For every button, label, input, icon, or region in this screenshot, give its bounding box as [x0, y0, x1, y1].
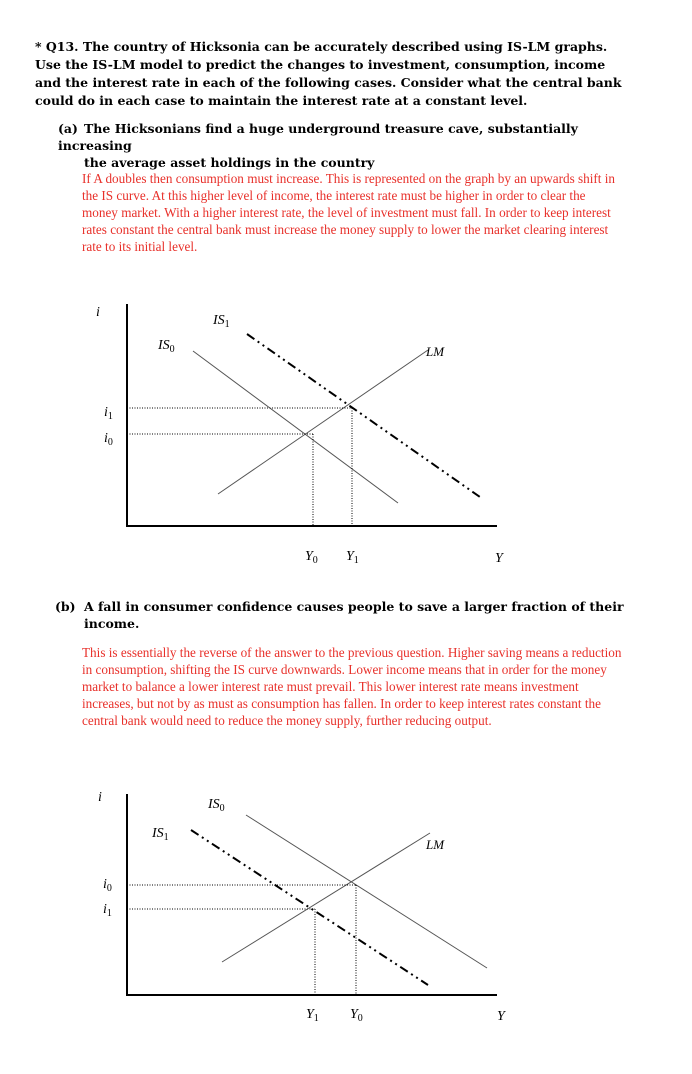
part-a-title-line2: the average asset holdings in the country	[84, 155, 375, 170]
part-b-x-axis-label: Y	[497, 1009, 505, 1024]
part-a-i0-label: $i_0$	[104, 431, 113, 448]
part-a-i1-label: $i_1$	[104, 405, 113, 422]
part-a-title	[58, 120, 628, 171]
question-text: * Q13. The country of Hicksonia can be accurately described using IS-LM graphs. Use the IS-LM model to predict the changes to investment, consumption, income and the interest rate in each of the following cases. Consider what the central bank could do in each case to maintain the interest rate at a constant level.	[35, 39, 622, 108]
part-b-answer: This is essentially the reverse of the answer to the previous question. Higher saving means a reduction in consumption, shifting the IS curve downwards. Lower income means that in order for the money market to balance a lower interest rate must prevail. This lower interest rate means investment increases, but not by as must as consumption has fallen. In order to keep interest rates constant the central bank would need to reduce the money supply, further reducing output.	[82, 645, 622, 728]
part-b-lm-label: LM	[426, 837, 445, 852]
part-a-is0-curve	[193, 351, 398, 503]
part-b-y1-label: $Y_1$	[306, 1007, 319, 1024]
part-a-label: (a)	[58, 121, 78, 136]
part-b-label: (b)	[55, 599, 76, 614]
part-b-title-line1: A fall in consumer confidence causes people to save a larger fraction of their	[84, 599, 624, 614]
part-b-i0-label: $i_0$	[103, 877, 112, 894]
part-b-lm-curve	[222, 833, 430, 962]
part-b-is0-label: $IS_0$	[208, 797, 225, 814]
part-b-y0-label: $Y_0$	[350, 1007, 363, 1024]
part-b-y-axis-label: i	[98, 790, 102, 805]
part-a-lm-label: LM	[426, 344, 445, 359]
part-b-i1-label: $i_1$	[103, 902, 112, 919]
part-b-is1-label: $IS_1$	[152, 826, 169, 843]
part-b-is0-curve	[246, 815, 487, 968]
part-a-y0-label: $Y_0$	[305, 549, 318, 566]
part-a-answer: If A doubles then consumption must increase. This is represented on the graph by an upwards shift in the IS curve. At this higher level of income, the interest rate must be higher in order to clear the money market. With a higher interest rate, the level of investment must fall. In order to keep interest rates constant the central bank must increase the money supply to lower the market clearing interest rate to its initial level.	[82, 171, 616, 254]
part-a-is0-label: $IS_0$	[158, 338, 175, 355]
part-a-is1-label: $IS_1$	[213, 313, 230, 330]
part-b-title-line2: income.	[84, 616, 140, 631]
part-b-title	[55, 598, 628, 632]
part-a-x-axis-label: Y	[495, 551, 503, 566]
part-a-title-line1: The Hicksonians find a huge underground treasure cave, substantially increasing	[58, 121, 578, 153]
part-b-islm-graph	[0, 780, 692, 1074]
part-a-is1-curve	[247, 334, 480, 497]
part-a-y-axis-label: i	[96, 305, 100, 320]
part-a-islm-graph	[0, 290, 692, 580]
part-a-lm-curve	[218, 350, 428, 494]
part-a-y1-label: $Y_1$	[346, 549, 359, 566]
